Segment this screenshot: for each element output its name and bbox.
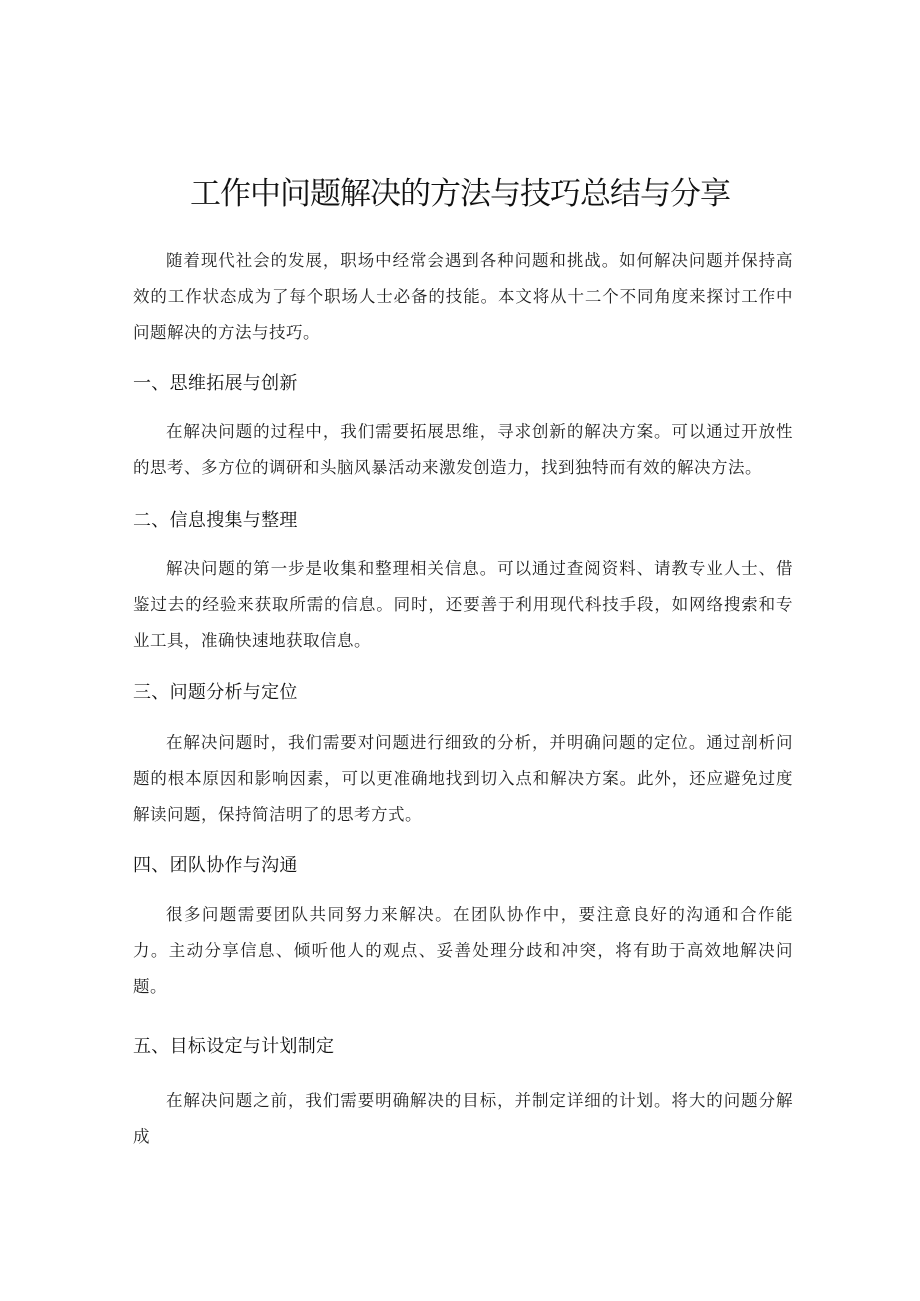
- section-body-4: 很多问题需要团队共同努力来解决。在团队协作中，要注意良好的沟通和合作能力。主动分享信息、倾听他人的观点、妥善处理分歧和冲突，将有助于高效地解决问题。: [133, 905, 793, 996]
- section-body-5: 在解决问题之前，我们需要明确解决的目标，并制定详细的计划。将大的问题分解成: [133, 1091, 793, 1146]
- section-heading-5: 五、目标设定与计划制定: [133, 1036, 335, 1057]
- section-heading-2: 二、信息搜集与整理: [133, 510, 298, 531]
- section-heading-4: 四、团队协作与沟通: [133, 855, 298, 876]
- section-body-2: 解决问题的第一步是收集和整理相关信息。可以通过查阅资料、请教专业人士、借鉴过去的经验来获取所需的信息。同时，还要善于利用现代科技手段，如网络搜索和专业工具，准确快速地获取信息。: [133, 559, 793, 650]
- intro-paragraph: 随着现代社会的发展，职场中经常会遇到各种问题和挑战。如何解决问题并保持高效的工作状态成为了每个职场人士必备的技能。本文将从十二个不同角度来探讨工作中问题解决的方法与技巧。: [133, 251, 793, 342]
- section-body-1: 在解决问题的过程中，我们需要拓展思维，寻求创新的解决方案。可以通过开放性的思考、多方位的调研和头脑风暴活动来激发创造力，找到独特而有效的解决方法。: [133, 422, 793, 477]
- section-heading-3: 三、问题分析与定位: [133, 682, 298, 703]
- section-heading-1: 一、思维拓展与创新: [133, 373, 298, 394]
- section-body-3: 在解决问题时，我们需要对问题进行细致的分析，并明确问题的定位。通过剖析问题的根本原因和影响因素，可以更准确地找到切入点和解决方案。此外，还应避免过度解读问题，保持简洁明了的思考方式。: [133, 733, 793, 824]
- document-title: 工作中问题解决的方法与技巧总结与分享: [190, 176, 730, 212]
